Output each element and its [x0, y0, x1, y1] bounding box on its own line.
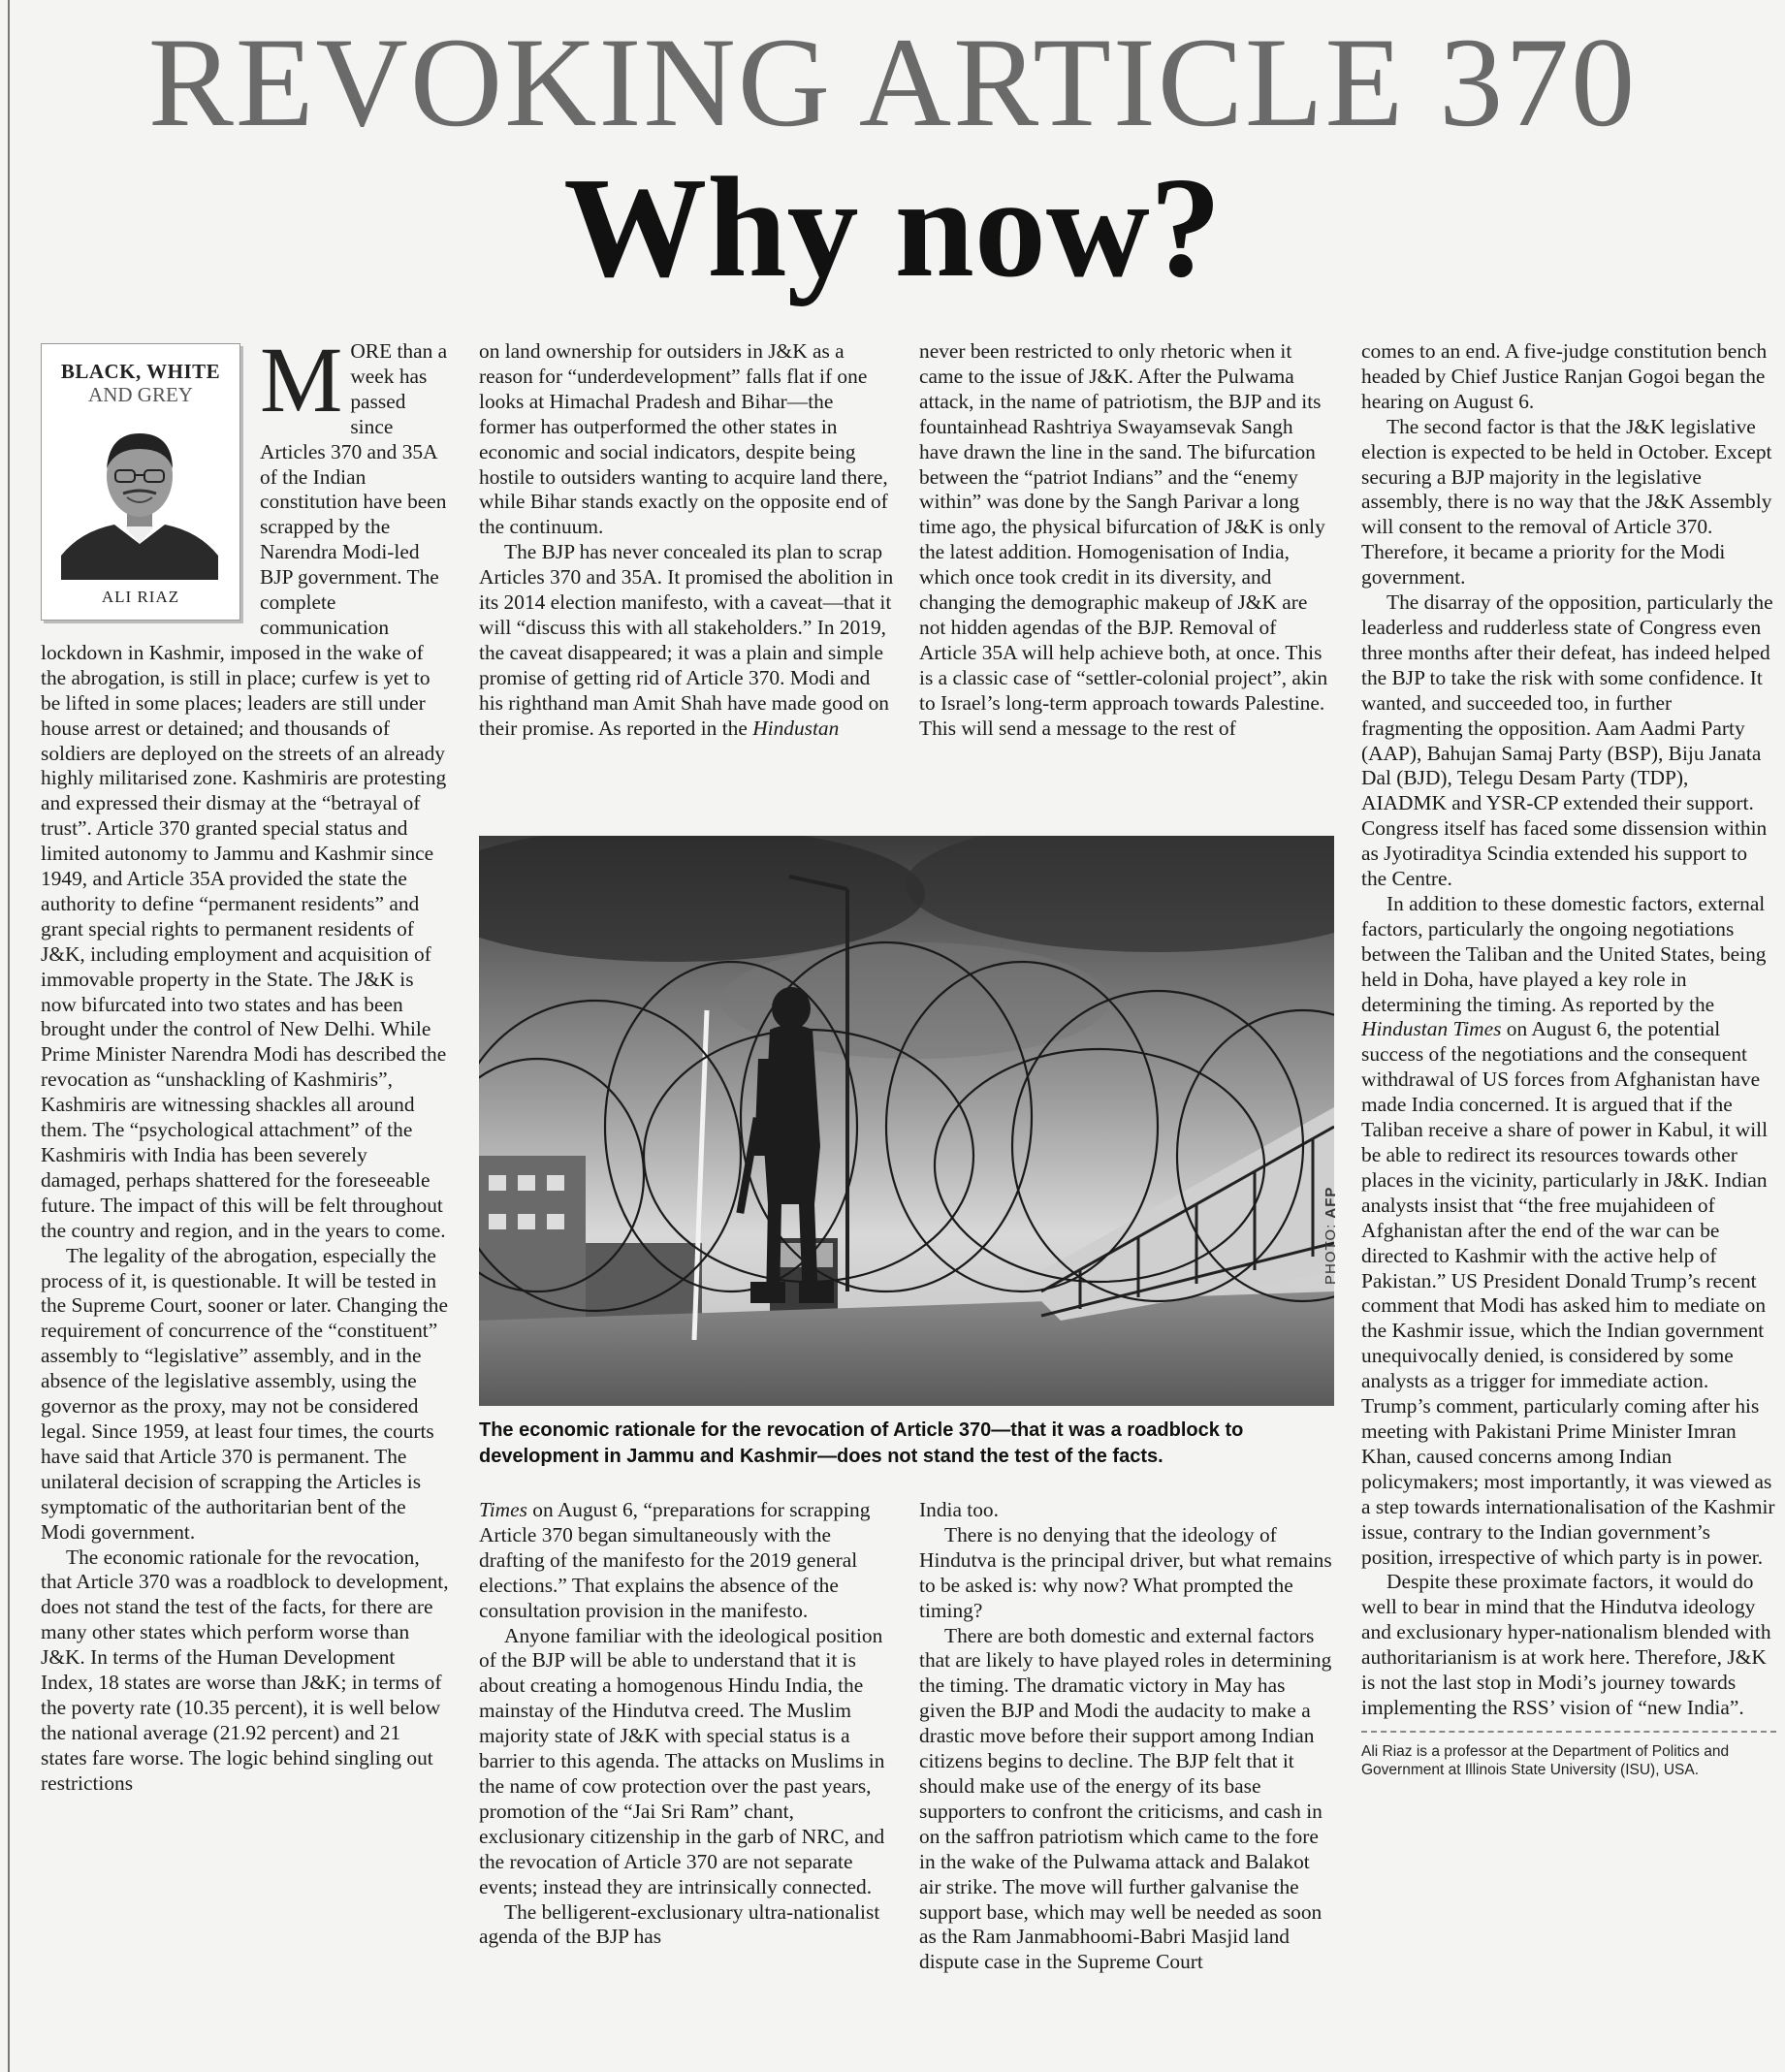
soldier-barbed-wire-photo [479, 836, 1334, 1406]
bio-divider [1361, 1731, 1776, 1733]
article-column-2-continued [479, 1498, 894, 2060]
column-name-sub: AND GREY [88, 383, 193, 406]
author-bio: Ali Riaz is a professor at the Department of Politics and Government at Illinois State University (ISU), USA. [1361, 1742, 1730, 1778]
author-name: ALI RIAZ [101, 588, 180, 607]
article-paragraph: The belligerent-exclusionary ultra-nationalist agenda of the BJP has [479, 1899, 880, 1949]
drop-cap: M [260, 339, 343, 431]
article-paragraph: The disarray of the opposition, particularly the leaderless and rudderless state of Congress even three months after their defeat, has indeed helped the BJP to take the risk with some confidence. It wanted, and succeeded too, in further fragmenting the opposition. Aam Aadmi Party (AAP), Bahujan Samaj Party (BSP), Biju Janata Dal (BJD), Telegu Desam Party (TDP), AIADMK and YSR-CP extended their support. Congress itself has faced some dissension within as Jyotiraditya Scindia extended his support to the Centre. [1361, 590, 1773, 891]
article-paragraph: on land ownership for outsiders in J&K as a reason for “underdevelopment” falls flat if one looks at Himachal Pradesh and Bihar—the former has outperformed the other states in economic and social indicators, despite being hostile to outsiders wanting to acquire land there, while Bihar stands exactly on the opposite end of the continuum. [479, 339, 888, 539]
article-column-1 [41, 339, 452, 2046]
article-paragraph: Times on August 6, “preparations for scrapping Article 370 began simultaneously with the drafting of the manifesto for the 2019 general elections.” That explains the absence of the consultation provision in the manifesto. [479, 1498, 871, 1622]
article-paragraph: There is no denying that the ideology of Hindutva is the principal driver, but what remains to be asked is: why now? What prompted the timing? [919, 1522, 1332, 1622]
article-paragraph: comes to an end. A five-judge constitution bench headed by Chief Justice Ranjan Gogoi began the hearing on August 6. [1361, 339, 1768, 413]
article-paragraph: Despite these proximate factors, it would do well to bear in mind that the Hindutva ideology and exclusionary hyper-nationalism blended with authoritarianism is at work here. Therefore, J&K is not the last stop in Modi’s journey towards implementing the RSS’ vision of “new India”. [1361, 1570, 1771, 1719]
column-name: BLACK, WHITE [60, 360, 221, 383]
photo-caption: The economic rationale for the revocation of Article 370—that it was a roadblock to development in Jammu and Kashmir—does not stand the test of the facts. [479, 1419, 1244, 1467]
article-paragraph: The legality of the abrogation, especially the process of it, is questionable. It will be tested in the Supreme Court, sooner or later. Changing the requirement of concurrence of the “constituent” assembly to “legislative” assembly, and in the absence of the legislative assembly, using the governor as the proxy, may not be considered legal. Since 1959, at least four times, the courts have said that Article 370 is permanent. The unilateral decision of scrapping the Articles is symptomatic of the authoritarian bent of the Modi government. [41, 1243, 448, 1544]
article-paragraph: The BJP has never concealed its plan to scrap Articles 370 and 35A. It promised the abolition in its 2014 election manifesto, with a caveat—that it will “discuss this with all stakeholders.” In 2019, the caveat disappeared; it was a plain and simple promise of getting rid of Article 370. Modi and his righthand man Amit Shah have made good on their promise. As reported in the Hindustan [479, 540, 894, 740]
article-paragraph: The economic rationale for the revocation, that Article 370 was a roadblock to development, does not stand the test of the facts, for there are many other states which perform worse than J&K. In terms of the Human Development Index, 18 states are worse than J&K; in terms of the poverty rate (10.35 percent), it is well below the national average (21.92 percent) and 21 states fare worse. The logic behind singling out restrictions [41, 1545, 449, 1795]
article-paragraph: MORE than a week has passed since Articles 370 and 35A of the Indian constitution have been scrapped by the Narendra Modi-led BJP government. The complete communication lockdown in Kashmir, imposed in the wake of the abrogation, is still in place; curfew is yet to be lifted in some places; leaders are still under house arrest or detained; and thousands of soldiers are deployed on the streets of an already highly militarised zone. Kashmiris are protesting and expressed their dismay at the “betrayal of trust”. Article 370 granted special status and limited autonomy to Jammu and Kashmir since 1949, and Article 35A provided the state the authority to define “permanent residents” and grant special rights to permanent residents of J&K, including employment and acquisition of immovable property in the State. The J&K is now bifurcated into two states and has been brought under the control of New Delhi. While Prime Minister Narendra Modi has described the revocation as “unshackling of Kashmiris”, Kashmiris are witnessing shackles all around them. The “psychological attachment” of the Kashmiris with India has been severely damaged, perhaps shattered for the foreseeable future. The impact of this will be felt throughout the country and region, and in the years to come. [41, 339, 448, 1242]
headline: Why now? [563, 148, 1222, 307]
byline-box [41, 343, 240, 621]
article-column-4 [1361, 339, 1776, 2046]
article-paragraph: The second factor is that the J&K legislative election is expected to be held in October. Except securing a BJP majority in the legislative assembly, there is no way that the J&K Assembly will consent to the removal of Article 370. Therefore, it became a priority for the Modi government. [1361, 414, 1772, 590]
news-photo [479, 836, 1334, 1406]
article-paragraph: There are both domestic and external factors that are likely to have played roles in determining the timing. The dramatic victory in May has given the BJP and Modi the audacity to make a drastic move before their support among Indian citizens begins to decline. The BJP felt that it should make use of the energy of its base supporters to confront the criticisms, and cash in on the saffron patriotism which came to the fore in the wake of the Pulwama attack and Balakot air strike. The move will further galvanise the support base, which may well be needed as soon as the Ram Janmabhoomi-Babri Masjid land dispute case in the Supreme Court [919, 1623, 1332, 1974]
article-column-2 [479, 339, 894, 814]
article-column-3 [919, 339, 1334, 814]
article-paragraph: In addition to these domestic factors, external factors, particularly the ongoing negotiations between the Taliban and the United States, being held in Doha, have played a key role in determining the timing. As reported by the Hindustan Times on August 6, the potential success of the negotiations and the consequent withdrawal of US forces from Afghanistan have made India concerned. It is argued that if the Taliban receive a share of power in Kabul, it will be able to redirect its resources towards other places in the vicinity, particularly in J&K. Indian analysts insist that “the free mujahideen of Afghanistan after the end of the war can be directed to Kashmir with the active help of Pakistan.” US President Donald Trump’s recent comment that Modi has asked him to mediate on the Kashmir issue, which the Indian government unequivocally denied, is considered by some analysts as a trigger for immediate action. Trump’s comment, particularly coming after his meeting with Pakistani Prime Minister Imran Khan, caused concerns among Indian policymakers; most importantly, it was viewed as a step towards internationalisation of the Kashmir issue, contrary to the Indian government’s position, irrespective of which party is in power. [1361, 891, 1775, 1569]
article-paragraph: Anyone familiar with the ideological position of the BJP will be able to understand that it is about creating a homogenous Hindu India, the mainstay of the Hindutva creed. The Muslim majority state of J&K with special status is a barrier to this agenda. The attacks on Muslims in the name of cow protection over the past years, promotion of the “Jai Sri Ram” chant, exclusionary citizenship in the garb of NRC, and the revocation of Article 370 are not separate events; instead they are intrinsically connected. [479, 1623, 885, 1898]
photo-credit: PHOTO: AFP [1323, 1186, 1339, 1285]
page-edge-rule [8, 0, 10, 2072]
headline-kicker: REVOKING ARTICLE 370 [147, 11, 1638, 153]
article-paragraph: never been restricted to only rhetoric when it came to the issue of J&K. After the Pulwama attack, in the name of patriotism, the BJP and its fountainhead Rashtriya Swayamsevak Sangh have drawn the line in the sand. The bifurcation between the “patriot Indians” and the “enemy within” was done by the Sangh Parivar a long time ago, the physical bifurcation of J&K is only the latest addition. Homogenisation of India, which once took credit in its diversity, and changing the demographic makeup of J&K are not hidden agendas of the BJP. Removal of Article 35A will help achieve both, at once. This is a classic case of “settler-colonial project”, akin to Israel’s long-term approach towards Palestine. This will send a message to the rest of [919, 339, 1328, 740]
article-column-3-continued [919, 1498, 1334, 2060]
author-portrait [61, 420, 218, 580]
article-paragraph: India too. [919, 1498, 999, 1521]
